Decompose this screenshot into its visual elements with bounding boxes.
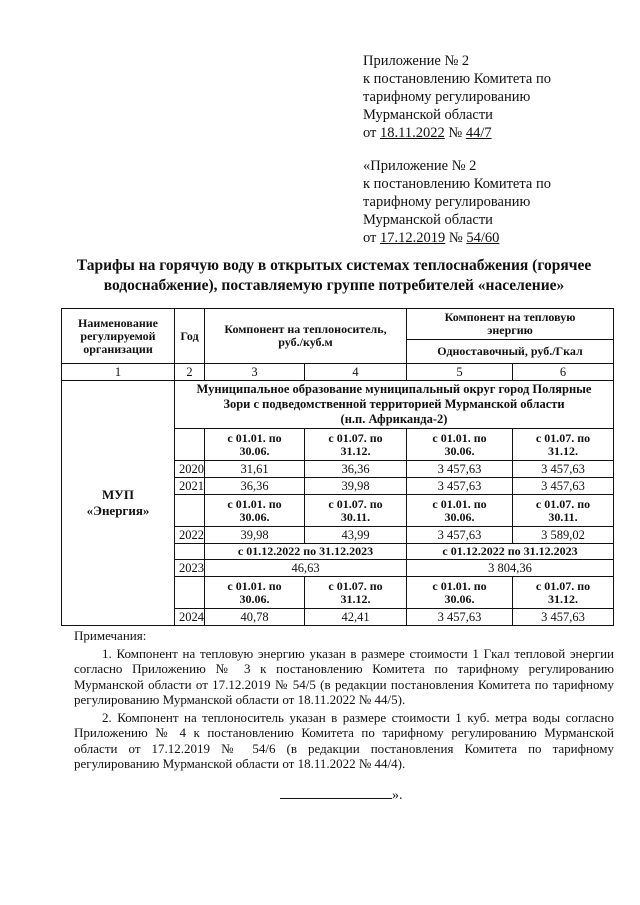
- period-cell: [513, 429, 614, 461]
- year-cell: 2020: [175, 461, 205, 478]
- header-org-line: Наименование: [78, 315, 158, 330]
- note-item: 2. Компонент на теплоноситель указан в размере стоимости 1 куб. метра воды согласно Приложению № 4 к постановлению Комитета по тарифному регулированию Мурманской области от 17.12.2019 № 54/6 (в редакции постановления Комитета по тарифному регулированию Мурманской области от 18.11.2022 № 44/4).: [74, 709, 614, 771]
- signature-rule: [280, 786, 392, 799]
- period-line: с 01.01. по: [432, 578, 487, 593]
- notes-heading: Примечания:: [74, 628, 147, 643]
- header-carrier-line: руб./куб.м: [278, 335, 333, 349]
- org-name-cell: [62, 381, 175, 626]
- period-cell: [407, 495, 513, 527]
- header-year: Год: [175, 309, 205, 364]
- period-cell: [513, 577, 614, 609]
- period-line: с 01.07. по: [328, 496, 383, 511]
- value-cell: 3 457,63: [407, 609, 513, 626]
- header-energy-line: Компонент на тепловую: [444, 310, 576, 324]
- year-cell-empty: [175, 577, 205, 609]
- column-number: 5: [407, 364, 513, 381]
- period-line: 30.06.: [239, 509, 270, 524]
- column-number: 1: [62, 364, 175, 381]
- period-cell: [305, 495, 407, 527]
- period-cell: [205, 577, 305, 609]
- municipal-line: Зори с подведомственной территорией Мурманской области: [223, 397, 565, 411]
- appendix-number: 54/60: [466, 230, 500, 246]
- period-line: 30.06.: [444, 591, 475, 606]
- period-line: 30.06.: [444, 443, 475, 458]
- appendix-date: 17.12.2019: [380, 230, 446, 246]
- number-prefix: №: [444, 125, 466, 141]
- period-line: с 01.01. по: [432, 430, 487, 445]
- year-cell: 2023: [175, 560, 205, 577]
- value-cell: 31,61: [205, 461, 305, 478]
- period-line: 31.12.: [548, 443, 578, 458]
- value-cell: 39,98: [205, 527, 305, 544]
- appendix-line: Мурманской области: [363, 212, 493, 228]
- appendix-original: [363, 157, 613, 247]
- header-energy: [407, 309, 614, 340]
- appendix-line: тарифному регулированию: [363, 194, 531, 210]
- period-line: с 01.07. по: [328, 578, 383, 593]
- closing-mark: [280, 786, 420, 804]
- period-cell: [407, 577, 513, 609]
- header-org-line: регулируемой: [80, 328, 156, 343]
- appendix-date-line: [363, 229, 613, 247]
- value-cell: 3 457,63: [513, 609, 614, 626]
- appendix-number: 44/7: [465, 125, 492, 141]
- number-prefix: №: [445, 230, 467, 246]
- column-number: 2: [175, 364, 205, 381]
- header-energy-line: энергию: [487, 323, 533, 337]
- header-energy-sub: Одноставочный, руб./Гкал: [407, 340, 614, 364]
- period-line: с 01.07. по: [535, 430, 591, 445]
- value-cell: 3 457,63: [513, 478, 614, 495]
- appendix-line: к постановлению Комитета по: [363, 176, 551, 192]
- column-number: 6: [513, 364, 614, 381]
- period-line: 31.12.: [548, 591, 578, 606]
- period-cell-energy: с 01.12.2022 по 31.12.2023: [407, 544, 614, 560]
- value-cell: 3 457,63: [407, 527, 513, 544]
- notes-section: [74, 628, 614, 772]
- period-line: 30.06.: [239, 591, 270, 606]
- value-cell: 3 457,63: [513, 461, 614, 478]
- period-line: с 01.01. по: [227, 430, 282, 445]
- appendix-date-line: [363, 124, 613, 142]
- period-line: с 01.07. по: [535, 578, 591, 593]
- municipal-line: Муниципальное образование муниципальный округ город Полярные: [196, 382, 592, 396]
- period-cell: [305, 577, 407, 609]
- year-cell: 2021: [175, 478, 205, 495]
- header-org-line: организации: [83, 341, 153, 356]
- value-cell: 40,78: [205, 609, 305, 626]
- period-cell: [205, 429, 305, 461]
- period-line: 30.11.: [548, 509, 578, 524]
- period-line: 30.11.: [340, 509, 371, 524]
- period-line: 31.12.: [340, 443, 371, 458]
- note-item: 1. Компонент на тепловую энергию указан в размере стоимости 1 Гкал тепловой энергии согласно Приложению № 3 к постановлению Комитета по тарифному регулированию Мурманской области от 17.12.2019 № 54/5 (в редакции постановления Комитета по тарифному регулированию Мурманской области от 18.11.2022 № 44/5).: [74, 645, 614, 707]
- title-line: водоснабжение), поставляемую группе потребителей «население»: [103, 277, 565, 294]
- value-cell: 3 457,63: [407, 478, 513, 495]
- org-name-line: МУП: [102, 487, 134, 502]
- period-line: с 01.01. по: [227, 578, 282, 593]
- period-line: с 01.01. по: [432, 496, 487, 511]
- value-cell: 42,41: [305, 609, 407, 626]
- appendix-date: 18.11.2022: [380, 125, 445, 141]
- date-prefix: от: [363, 125, 381, 141]
- appendix-line: Мурманской области: [363, 107, 493, 123]
- year-cell-empty: [175, 495, 205, 527]
- year-cell: 2022: [175, 527, 205, 544]
- period-line: с 01.01. по: [227, 496, 282, 511]
- period-line: 30.06.: [444, 509, 475, 524]
- year-cell: 2024: [175, 609, 205, 626]
- value-cell: 36,36: [205, 478, 305, 495]
- column-number: 4: [305, 364, 407, 381]
- period-cell: [305, 429, 407, 461]
- municipal-heading: [175, 381, 614, 429]
- appendix-title: Приложение № 2: [363, 53, 470, 69]
- period-line: 31.12.: [340, 591, 371, 606]
- document-title: [60, 256, 608, 296]
- value-cell: 3 589,02: [513, 527, 614, 544]
- value-cell: 43,99: [305, 527, 407, 544]
- period-line: с 01.07. по: [535, 496, 591, 511]
- period-cell-carrier: с 01.12.2022 по 31.12.2023: [205, 544, 407, 560]
- year-cell-empty: [175, 429, 205, 461]
- header-carrier-line: Компонент на теплоноситель,: [224, 322, 387, 336]
- value-cell: 3 457,63: [407, 461, 513, 478]
- appendix-line: к постановлению Комитета по: [363, 71, 551, 87]
- date-prefix: от: [363, 230, 381, 246]
- period-cell: [513, 495, 614, 527]
- column-numbers-row: [62, 364, 614, 381]
- header-carrier: [205, 309, 407, 364]
- appendix-line: тарифному регулированию: [363, 89, 531, 105]
- title-line: Тарифы на горячую воду в открытых системах теплоснабжения (горячее: [76, 257, 592, 274]
- column-number: 3: [205, 364, 305, 381]
- year-cell-empty: [175, 544, 205, 560]
- period-line: 30.06.: [239, 443, 270, 458]
- value-cell: 39,98: [305, 478, 407, 495]
- period-cell: [407, 429, 513, 461]
- org-name-line: «Энергия»: [86, 503, 150, 518]
- closing-quote: ».: [392, 788, 403, 803]
- value-cell: 3 804,36: [407, 560, 614, 577]
- value-cell: 36,36: [305, 461, 407, 478]
- period-cell: [205, 495, 305, 527]
- appendix-current: [363, 52, 613, 142]
- appendix-title: «Приложение № 2: [363, 158, 477, 174]
- period-line: с 01.07. по: [328, 430, 383, 445]
- header-org: [62, 309, 175, 364]
- municipal-line: (н.п. Африканда-2): [340, 412, 448, 426]
- value-cell: 46,63: [205, 560, 407, 577]
- tariff-table: [61, 308, 614, 626]
